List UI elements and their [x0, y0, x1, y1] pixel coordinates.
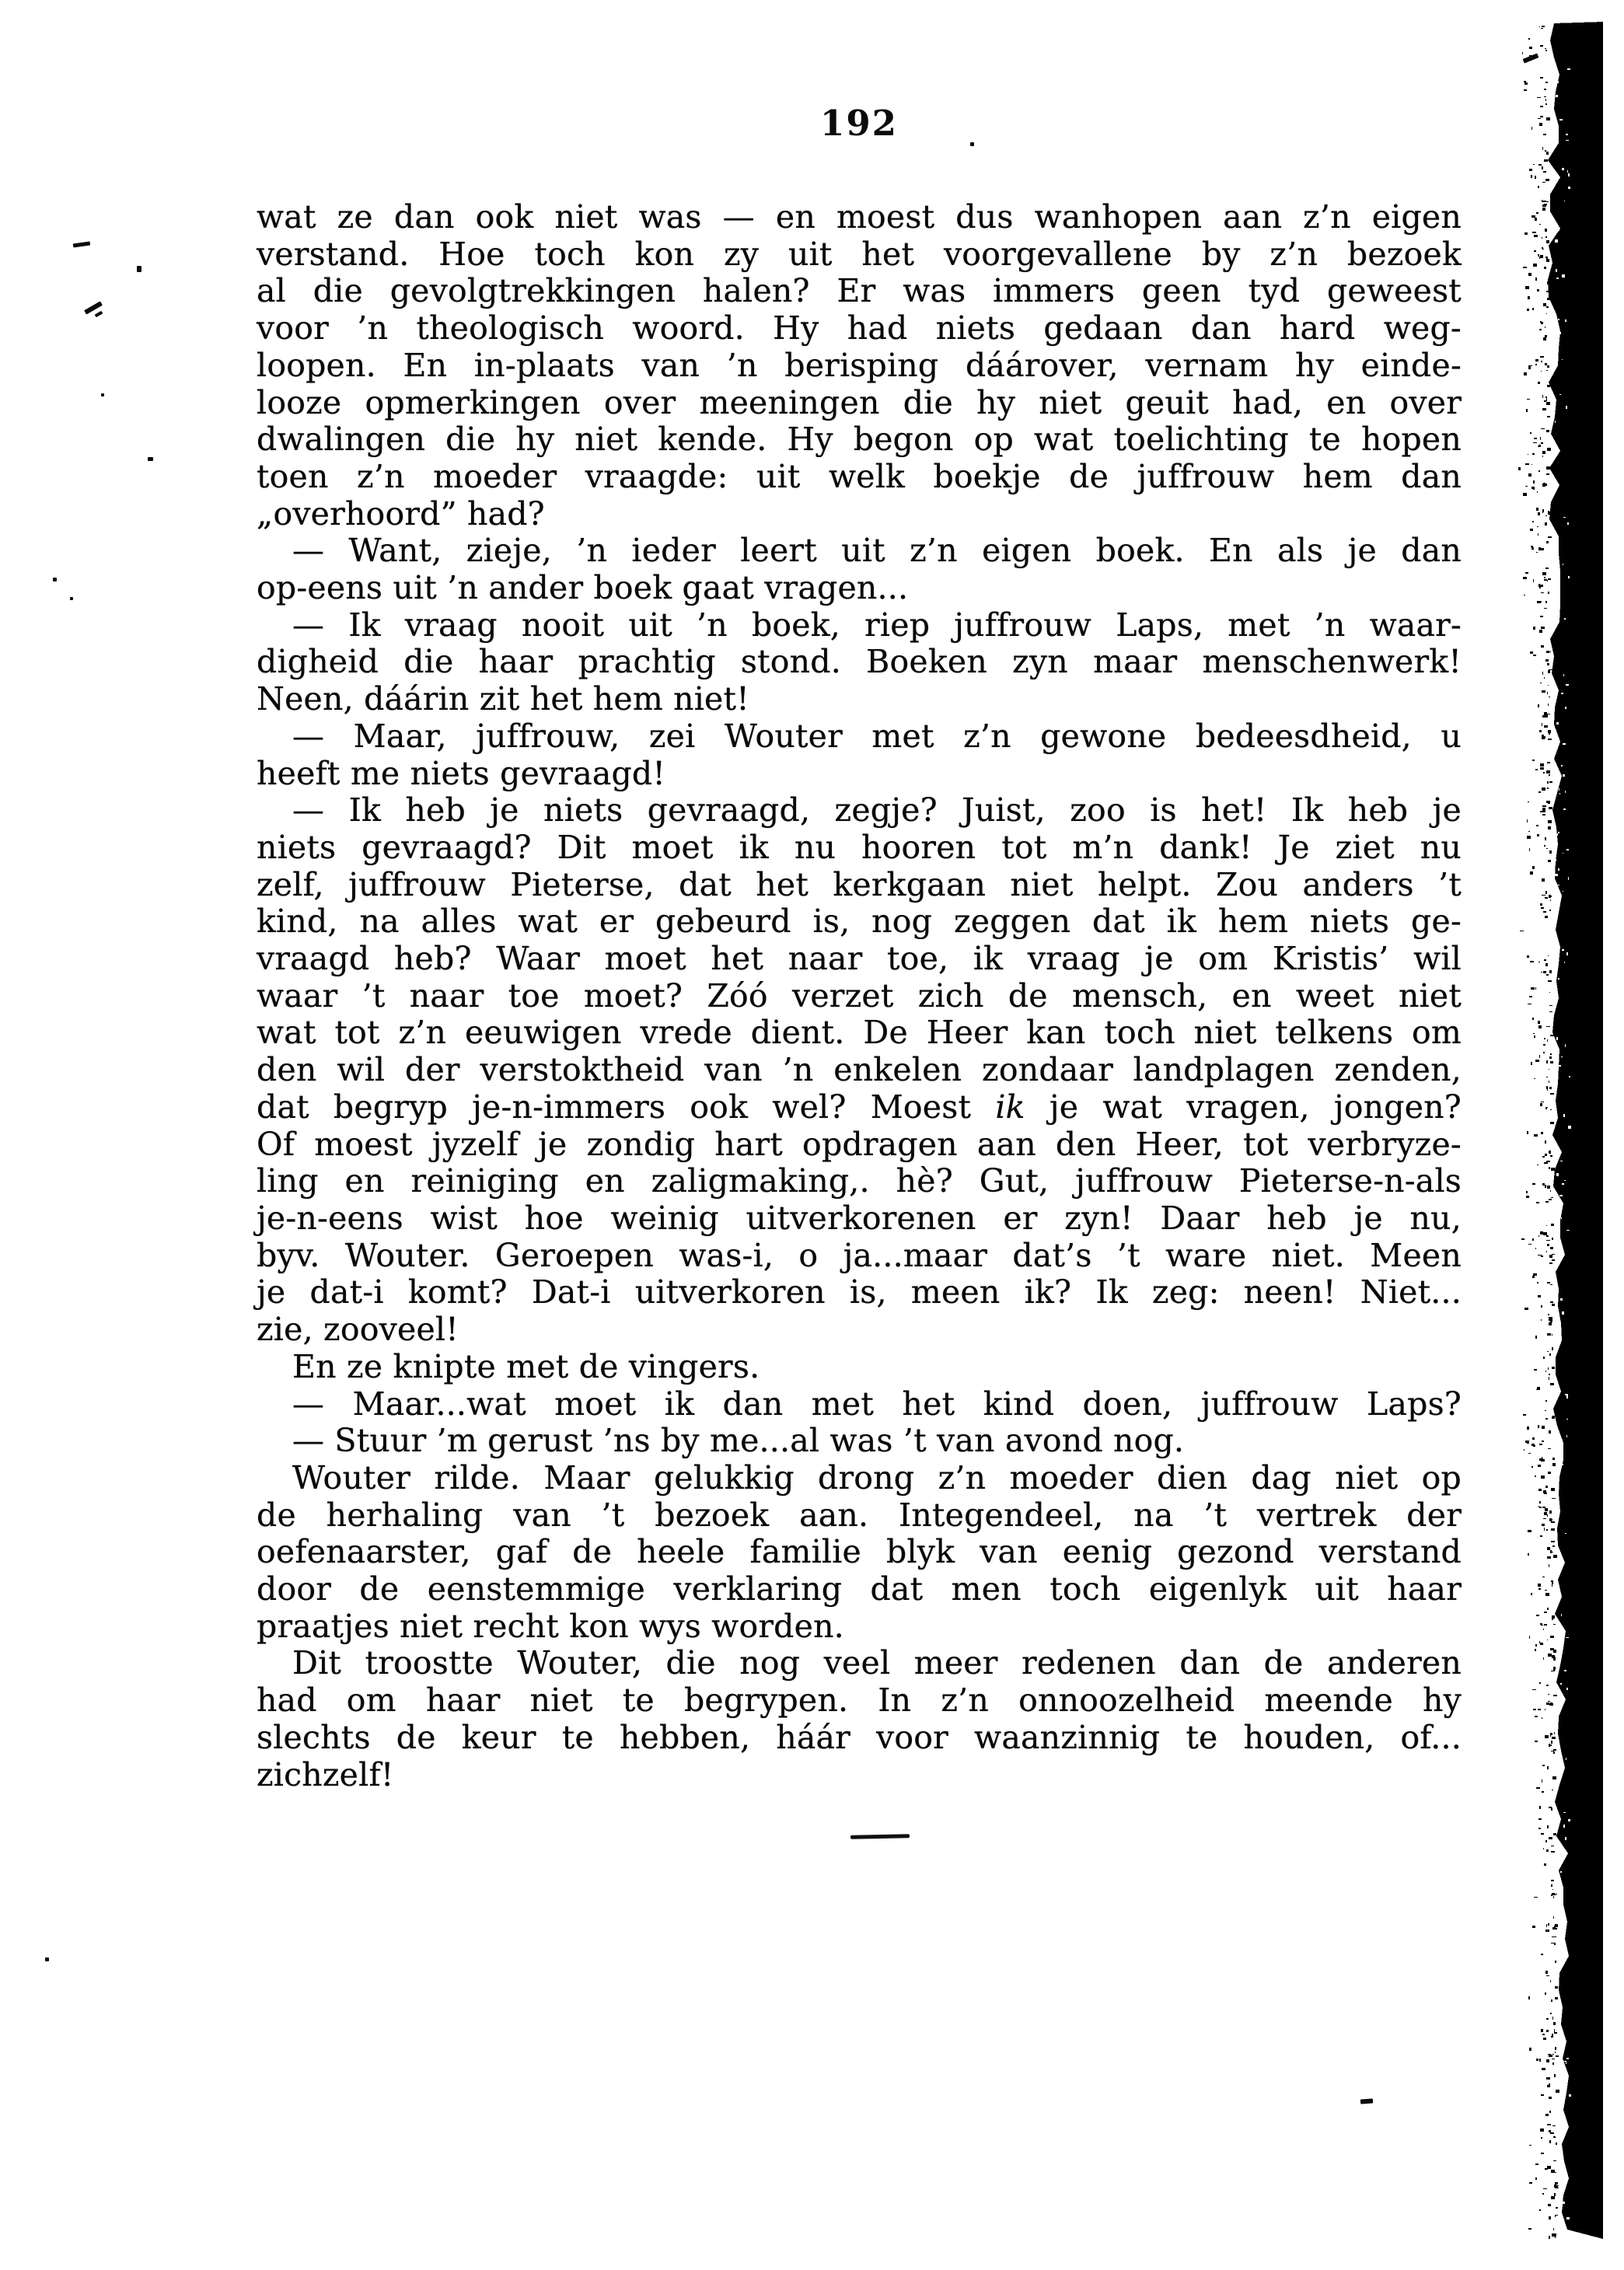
text-line: digheid die haar prachtig stond. Boeken zyn maar menschenwerk! [257, 643, 1462, 681]
text-line: Neen, dáárin zit het hem niet! [257, 680, 749, 718]
section-divider-rule [850, 1834, 910, 1839]
text-line: toen z’n moeder vraagde: uit welk boekje de juffrouw hem dan [257, 457, 1462, 495]
text-line: slechts de keur te hebben, háár voor waanzinnig te houden, of... [257, 1718, 1462, 1756]
text-line: niets gevraagd? Dit moet ik nu hooren tot m’n dank! Je ziet nu [257, 828, 1462, 866]
text-line: je dat-i komt? Dat-i uitverkoren is, meen ik? Ik zeg: neen! Niet... [257, 1273, 1462, 1311]
ink-speck [53, 578, 57, 581]
text-line: vraagd heb? Waar moet het naar toe, ik vraag je om Kristis’ wil [257, 940, 1462, 978]
text-line: praatjes niet recht kon wys worden. [257, 1607, 844, 1645]
text-line: heeft me niets gevraagd! [257, 754, 666, 792]
text-line: Dit troostte Wouter, die nog veel meer redenen dan de anderen [292, 1644, 1462, 1682]
text-line: je-n-eens wist hoe weinig uitverkorenen er zyn! Daar heb je nu, [257, 1199, 1462, 1237]
text-line: wat ze dan ook niet was — en moest dus wanhopen aan z’n eigen [257, 198, 1462, 236]
page-number: 192 [820, 103, 898, 144]
text-line: dat begryp je-n-immers ook wel? Moest ik je wat vragen, jongen? [257, 1088, 1462, 1126]
text-line: had om haar niet te begrypen. In z’n onnoozelheid meende hy [257, 1682, 1462, 1720]
ink-speck [1360, 2098, 1373, 2104]
text-line: „overhoord” had? [257, 494, 545, 533]
text-line: ling en reiniging en zaligmaking,. hè? Gut, juffrouw Pieterse-n-als [257, 1162, 1462, 1200]
text-line: — Ik heb je niets gevraagd, zegje? Juist, zoo is het! Ik heb je [292, 791, 1462, 829]
text-line: — Ik vraag nooit uit ’n boek, riep juffrouw Laps, met ’n waar- [292, 606, 1462, 644]
text-line: — Stuur ’m gerust ’ns by me...al was ’t van avond nog. [292, 1422, 1185, 1460]
text-line: En ze knipte met de vingers. [292, 1347, 760, 1385]
text-line: verstand. Hoe toch kon zy uit het voorgevallene by z’n bezoek [257, 235, 1462, 273]
text-line: zie, zooveel! [257, 1311, 459, 1349]
text-line: dwalingen die hy niet kende. Hy begon op wat toelichting te hopen [257, 421, 1462, 459]
text-line: al die gevolgtrekkingen halen? Er was immers geen tyd geweest [257, 272, 1462, 310]
ink-speck [45, 1957, 49, 1961]
text-line: zichzelf! [257, 1755, 394, 1793]
text-line: — Maar, juffrouw, zei Wouter met z’n gewone bedeesdheid, u [292, 717, 1462, 755]
text-line: den wil der verstoktheid van ’n enkelen zondaar landplagen zenden, [257, 1051, 1462, 1089]
text-line: oefenaarster, gaf de heele familie blyk van eenig gezond verstand [257, 1533, 1462, 1571]
text-line: wat tot z’n eeuwigen vrede dient. De Heer kan toch niet telkens om [257, 1014, 1462, 1052]
ink-speck [73, 241, 90, 247]
ink-speck [148, 457, 153, 461]
ink-speck [137, 266, 141, 272]
text-line: de herhaling van ’t bezoek aan. Integendeel, na ’t vertrek der [257, 1496, 1462, 1534]
text-line: looze opmerkingen over meeningen die hy niet geuit had, en over [257, 383, 1462, 421]
text-line: voor ’n theologisch woord. Hy had niets gedaan dan hard weg- [257, 309, 1462, 347]
text-line: op-eens uit ’n ander boek gaat vragen... [257, 569, 909, 607]
ink-speck [95, 311, 103, 317]
text-line: loopen. En in-plaats van ’n berisping dáárover, vernam hy einde- [257, 346, 1462, 384]
text-line: door de eenstemmige verklaring dat men toch eigenlyk uit haar [257, 1570, 1462, 1608]
text-line: Of moest jyzelf je zondig hart opdragen aan den Heer, tot verbryze- [257, 1125, 1462, 1163]
ink-speck [101, 393, 104, 396]
text-line: zelf, juffrouw Pieterse, dat het kerkgaan niet helpt. Zou anders ’t [257, 865, 1462, 903]
body-text-block [257, 199, 1462, 1793]
text-line: kind, na alles wat er gebeurd is, nog zeggen dat ik hem niets ge- [257, 903, 1462, 941]
text-line: waar ’t naar toe moet? Zóó verzet zich de mensch, en weet niet [257, 976, 1462, 1015]
text-line: — Maar...wat moet ik dan met het kind doen, juffrouw Laps? [292, 1385, 1462, 1423]
ink-speck [970, 142, 974, 146]
ink-speck [1523, 53, 1539, 63]
text-line: — Want, zieje, ’n ieder leert uit z’n eigen boek. En als je dan [292, 532, 1462, 570]
text-line: byv. Wouter. Geroepen was-i, o ja...maar dat’s ’t ware niet. Meen [257, 1236, 1462, 1274]
text-line: Wouter rilde. Maar gelukkig drong z’n moeder dien dag niet op [292, 1458, 1462, 1496]
ink-speck [70, 597, 73, 600]
